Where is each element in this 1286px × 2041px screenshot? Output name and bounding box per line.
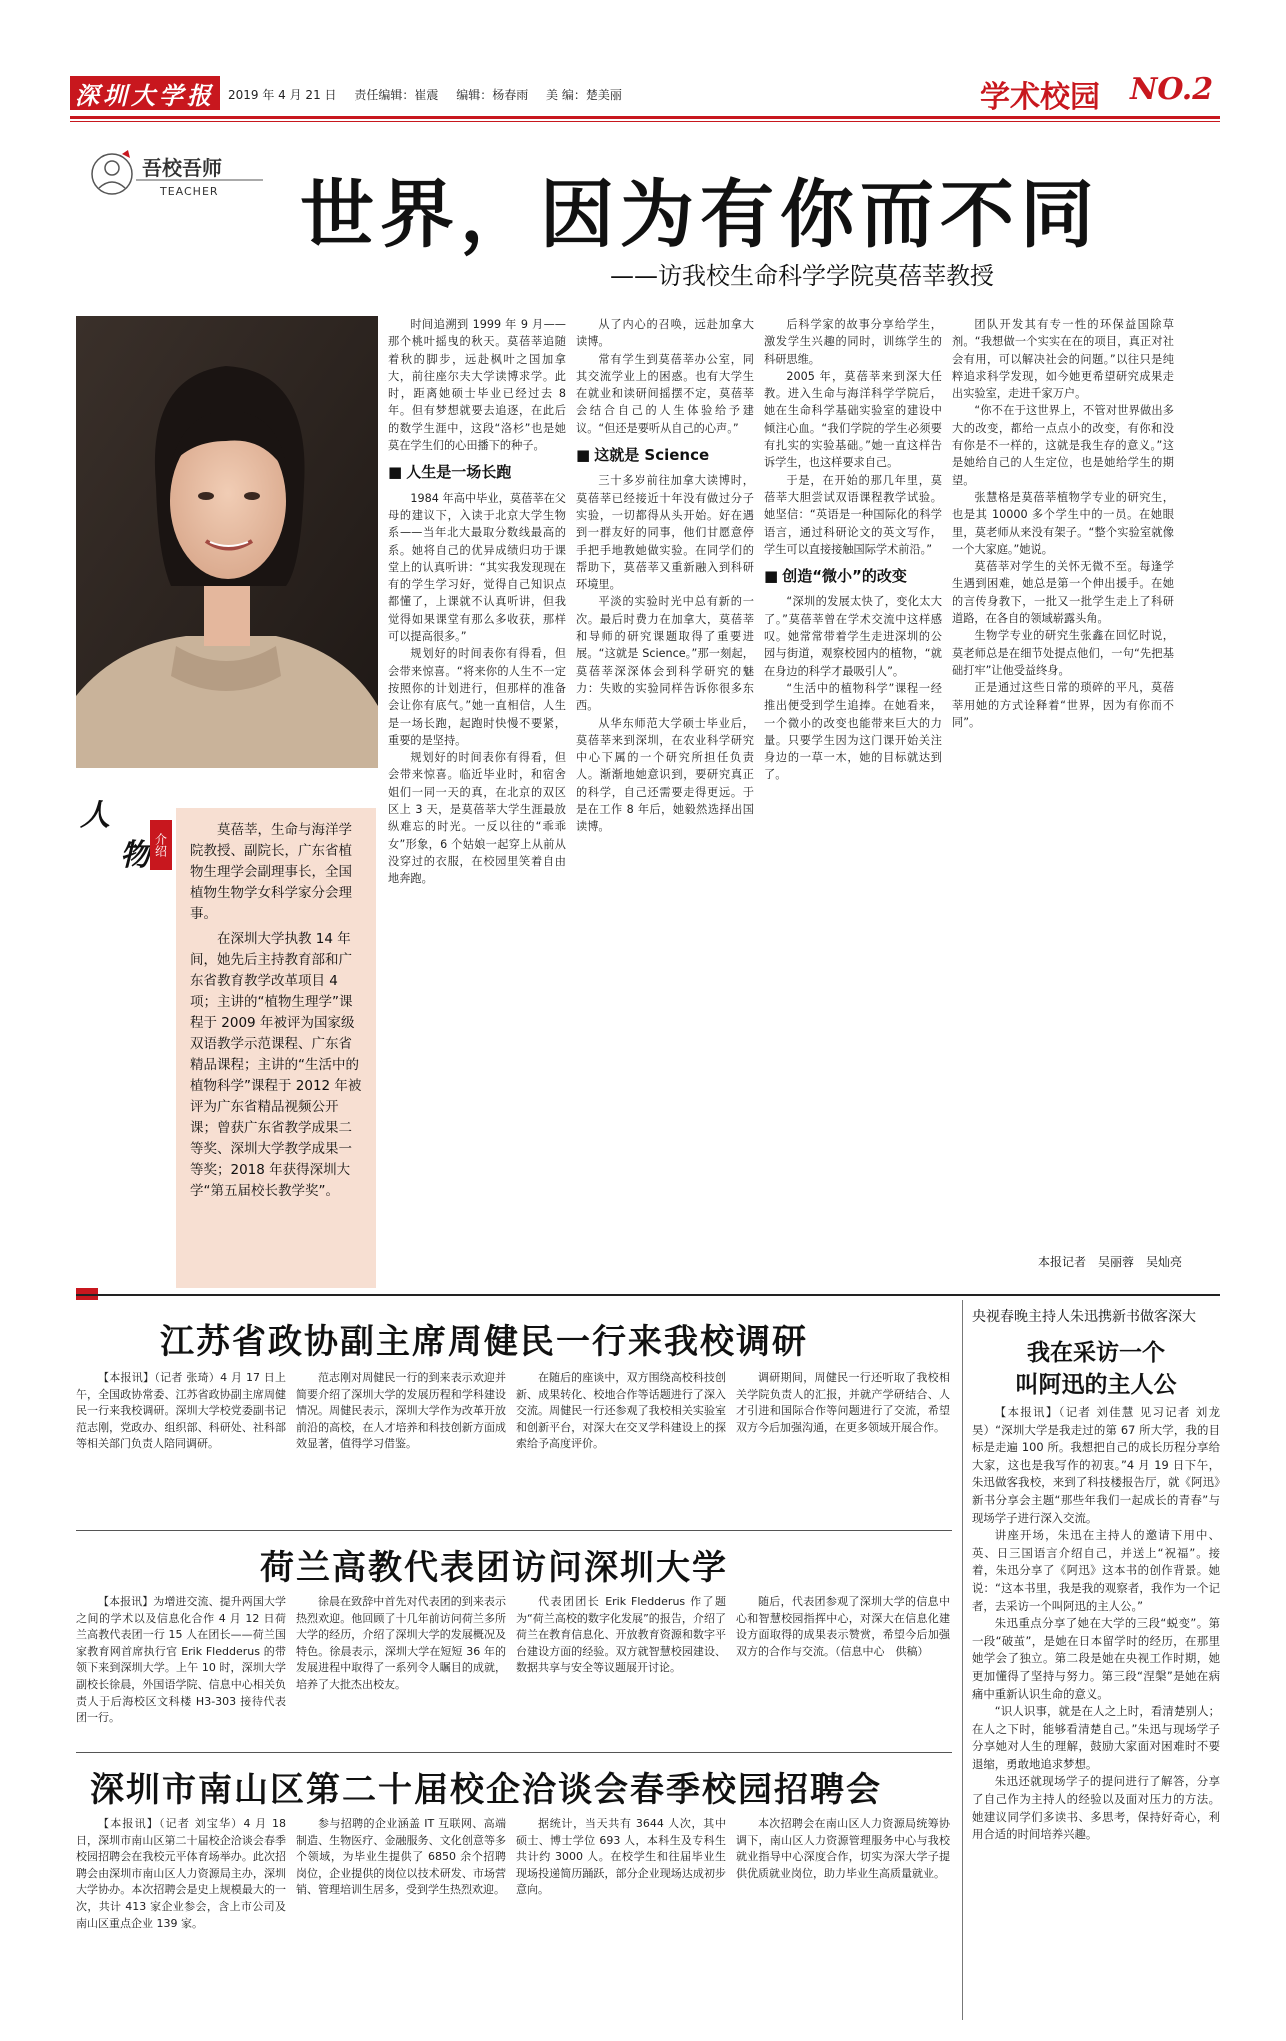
article-paragraph: 规划好的时间表你有得看，但会带来惊喜。临近毕业时，和宿舍姐们一同一天的真，在北京的双区区上 3 天，是莫蓓莘大学生涯最放纵难忘的时光。一反以往的“乖乖女”形象，6 个姑娘一起穿上从前从没穿过的衣服，在校园里笑着自由地奔跑。 — [388, 751, 566, 886]
news2-column — [76, 1594, 286, 1744]
column-title: 吾校吾师 — [142, 156, 222, 180]
bio-box — [176, 808, 376, 1288]
news-paragraph: 【本报讯】（记者 刘宝华）4 月 18 日，深圳市南山区第二十届校企洽谈会春季校园招聘会在我校元平体育场举办。此次招聘会由深圳市南山区人力资源局主办，深圳大学协办。本次招聘会是史上规模最大的一次，共计 413 家企业参会，含上市公司及南山区重点企业 139 家。 — [76, 1817, 286, 1930]
news1-headline: 江苏省政协副主席周健民一行来我校调研 — [160, 1322, 808, 1362]
article-paragraph: 1984 年高中毕业，莫蓓莘在父母的建议下，入读于北京大学生物系——当年北大最取分数线最高的系。她将自己的优异成绩归功于课堂上的认真听讲：“其实我发现现在有的学生学习好，觉得自己知识点都懂了，上课就不认真听讲，但我觉得如果课堂有那么多收获，那样可以提高很多。” — [388, 491, 566, 644]
section-heading: ■ 创造“微小”的改变 — [764, 568, 942, 585]
article-column-2 — [576, 316, 754, 1274]
side-paragraph: “识人识事，就是在人之上时，看清楚别人；在人之下时，能够看清楚自己。”朱迅与现场学子分享她对人生的理解，鼓励大家面对困难时不要退缩，勇敢地追求梦想。 — [972, 1704, 1220, 1771]
column-divider — [962, 1300, 963, 2020]
side-column — [972, 1404, 1220, 2016]
article-column-1 — [388, 316, 566, 1274]
news-paragraph: 据统计，当天共有 3644 人次，其中硕士、博士学位 693 人，本科生及专科生共计约 3000 人。在校学生和往届毕业生现场投递简历踊跃，部分企业现场达成初步意向。 — [516, 1817, 726, 1897]
news-paragraph: 【本报讯】（记者 张琦）4 月 17 日上午，全国政协常委、江苏省政协副主席周健民一行来我校调研。深圳大学校党委副书记范志刚，党政办、组织部、科研处、社科部等相关部门负责人陪同调研。 — [76, 1371, 286, 1451]
article-paragraph: 正是通过这些日常的琐碎的平凡，莫蓓莘用她的方式诠释着“世界，因为有你而不同”。 — [952, 681, 1174, 729]
news1-column — [296, 1370, 506, 1522]
news-paragraph: 范志刚对周健民一行的到来表示欢迎并简要介绍了深圳大学的发展历程和学科建设情况。周健民表示，深圳大学作为改革开放前沿的高校，在人才培养和科技创新方面成效显著，值得学习借鉴。 — [296, 1371, 506, 1451]
news-paragraph: 代表团团长 Erik Fledderus 作了题为“荷兰高校的数字化发展”的报告，介绍了荷兰在教育信息化、开放教育资源和数字平台建设方面的经验。双方就智慧校园建设、数据共享与安全等议题展开讨论。 — [516, 1595, 726, 1675]
column-subtitle: TEACHER — [160, 185, 219, 198]
news-rule — [76, 1752, 952, 1753]
section-name: 学术校园 — [980, 80, 1100, 115]
article-paragraph: 三十多岁前往加拿大读博时，莫蓓莘已经接近十年没有做过分子实验，一切都得从头开始。好在遇到一群友好的同事，他们甘愿意停手把手地教她做实验。在同学们的帮助下，莫蓓莘又重新融入到科研环境里。 — [576, 474, 754, 592]
news-rule — [76, 1530, 952, 1531]
news-paragraph: 【本报讯】为增进交流、提升两国大学之间的学术以及信息化合作 4 月 12 日荷兰高教代表团一行 15 人在团长——荷兰国家教育网首席执行官 Erik Fledderus 的带领下来到深圳大学。上午 10 时，深圳大学副校长徐晨，外国语学院、信息中心相关负责人于后海校区文科楼 H3-303 接待代表团一行。 — [76, 1595, 286, 1725]
news2-headline: 荷兰高教代表团访问深圳大学 — [260, 1548, 728, 1588]
side-paragraph: 【本报讯】（记者 刘佳慧 见习记者 刘龙昊）“深圳大学是我走过的第 67 所大学，我的目标是走遍 100 所。我想把自己的成长历程分享给大家，这也是我写作的初衷。”4 月 19 日下午，朱迅做客我校，来到了科技楼报告厅，就《阿迅》新书分享会主题“那些年我们一起成长的青春”与现场学子进行深入交流。 — [972, 1405, 1220, 1525]
article-paragraph: 莫蓓莘对学生的关怀无微不至。每逢学生遇到困难，她总是第一个伸出援手。在她的言传身教下，一批又一批学生走上了科研道路，在各自的领域崭露头角。 — [952, 560, 1174, 626]
section-heading: ■ 人生是一场长跑 — [388, 464, 566, 481]
newspaper-logo: 深圳大学报 — [70, 76, 220, 110]
news3-column — [736, 1816, 950, 2016]
designer: 美 编：楚美丽 — [546, 88, 622, 102]
news3-headline: 深圳市南山区第二十届校企洽谈会春季校园招聘会 — [90, 1770, 882, 1810]
article-paragraph: 2005 年，莫蓓莘来到深大任教。进入生命与海洋科学学院后，她在生命科学基础实验室的建设中倾注心血。“我们学院的学生必须要有扎实的实验基础。”她一直这样告诉学生，也这样要求自己。 — [764, 369, 942, 470]
issue-date: 2019 年 4 月 21 日 — [228, 88, 337, 102]
news3-column — [76, 1816, 286, 2016]
news1-column — [736, 1370, 950, 1522]
side-paragraph: 朱迅重点分享了她在大学的三段“蜕变”。第一段“破茧”，是她在日本留学时的经历，在那里她学会了独立。第二段是她在央视工作时期，她更加懂得了坚持与努力。第三段“涅槃”是她在病痛中重新认识生命的意义。 — [972, 1616, 1220, 1701]
article-paragraph: 生物学专业的研究生张鑫在回忆时说，莫老师总是在细节处提点他们，一句“先把基础打牢”让他受益终身。 — [952, 629, 1174, 677]
article-paragraph: 平淡的实验时光中总有新的一次。最后时费力在加拿大，莫蓓莘和导师的研究课题取得了重要进展。“这就是 Science。”那一刻起，莫蓓莘深深体会到科学研究的魅力：失败的实验同样告诉你很多东西。 — [576, 595, 754, 713]
news2-column — [516, 1594, 726, 1744]
top-rule-thin — [70, 121, 1220, 122]
portrait-photo — [76, 316, 378, 768]
article-paragraph: “深圳的发展太快了，变化太大了。”莫蓓莘曾在学术交流中这样感叹。她常常带着学生走进深圳的公园与街道，观察校园内的植物，“就在身边的科学才最吸引人”。 — [764, 595, 942, 678]
article-paragraph: 团队开发其有专一性的环保益国除草剂。“我想做一个实实在在的项目，真正对社会有用，可以解决社会的问题。”以往只是纯粹追求科学发现，如今她更希望研究成果走出实验室，走进千家万户。 — [952, 318, 1174, 401]
section-rule — [76, 1294, 1220, 1296]
portrait-illustration — [76, 316, 378, 768]
article-byline: 本报记者 吴丽蓉 吴灿亮 — [1038, 1255, 1183, 1269]
side-paragraph: 朱迅还就现场学子的提问进行了解答，分享了自己作为主持人的经验以及面对压力的方法。她建议同学们多读书、多思考，保持好奇心，利用合适的时间培养兴趣。 — [972, 1774, 1220, 1842]
section-heading: ■ 这就是 Science — [576, 447, 754, 464]
article-paragraph: 规划好的时间表你有得看，但会带来惊喜。“将来你的人生不一定按照你的计划进行，但那样的准备会让你有底气。”她一直相信，人生是一场长跑，起跑时快慢不要紧，重要的是坚持。 — [388, 647, 566, 747]
article-paragraph: 常有学生到莫蓓莘办公室，同其交流学业上的困惑。也有大学生在就业和读研间摇摆不定，莫蓓莘会结合自己的人生体验给予建议。“但还是要听从自己的心声。” — [576, 352, 754, 435]
news-paragraph: 徐晨在致辞中首先对代表团的到来表示热烈欢迎。他回顾了十几年前访问荷兰多所大学的经历，介绍了深圳大学的发展概况及特色。徐晨表示，深圳大学在短短 36 年的发展进程中取得了一系列令人瞩目的成就，培养了大批杰出校友。 — [296, 1595, 506, 1691]
article-paragraph: 从了内心的召唤，远赴加拿大读博。 — [576, 318, 754, 349]
side-kicker: 央视春晚主持人朱迅携新书做客深大 — [972, 1309, 1196, 1325]
news1-column — [76, 1370, 286, 1522]
article-paragraph: 后科学家的故事分享给学生，激发学生兴趣的同时，训练学生的科研思维。 — [764, 318, 942, 366]
article-headline: 世界，因为有你而不同 — [300, 172, 1100, 258]
article-subhead: ——访我校生命科学学院莫蓓莘教授 — [610, 262, 994, 290]
article-paragraph: “你不在于这世界上，不管对世界做出多大的改变，都给一点点小的改变，有你和没有你是不一样的，这就是我生存的意义。”这是她给自己的人生定位，也是她给学生的期望。 — [952, 404, 1174, 487]
masthead-info — [228, 86, 636, 103]
news2-column — [296, 1594, 506, 1744]
news2-column — [736, 1594, 950, 1744]
news-paragraph: 调研期间，周健民一行还听取了我校相关学院负责人的汇报，并就产学研结合、人才引进和国际合作等问题进行了交流，希望双方今后加强沟通，在更多领域开展合作。 — [736, 1371, 950, 1434]
news-paragraph: 参与招聘的企业涵盖 IT 互联网、高端制造、生物医疗、金融服务、文化创意等多个领域，为毕业生提供了 6850 余个招聘岗位，企业提供的岗位以技术研发、市场营销、管理培训生居多，受到学生热烈欢迎。 — [296, 1817, 506, 1897]
side-headline-1: 我在采访一个 — [1027, 1339, 1165, 1366]
article-column-3 — [764, 316, 942, 1274]
bio-paragraph: 在深圳大学执教 14 年间，她先后主持教育部和广东省教育教学改革项目 4 项；主讲的“植物生理学”课程于 2009 年被评为国家级双语教学示范课程、广东省精品课程；主讲的“生活中的植物科学”课程于 2012 年被评为广东省精品视频公开课；曾获广东省教学成果二等奖、深圳大学教学成果一等奖；2018 年获得深圳大学“第五届校长教学奖”。 — [190, 931, 362, 1199]
editor: 编辑：杨春雨 — [456, 88, 529, 102]
news-paragraph: 本次招聘会在南山区人力资源局统筹协调下，南山区人力资源管理服务中心与我校就业指导中心深度合作，切实为深大学子提供优质就业岗位，助力毕业生高质量就业。 — [736, 1817, 950, 1880]
article-paragraph: 于是，在开始的那几年里，莫蓓莘大胆尝试双语课程教学试验。她坚信：“英语是一种国际化的科学语言，通过科研论文的英文写作，学生可以直接接触国际学术前沿。” — [764, 473, 942, 556]
side-paragraph: 讲座开场，朱迅在主持人的邀请下用中、英、日三国语言介绍自己，并送上“祝福”。接着，朱迅分享了《阿迅》这本书的创作背景。她说：“这本书里，我是我的观察者，我作为一个记者，去采访一个叫阿迅的主人公。” — [972, 1528, 1220, 1613]
top-rule — [70, 116, 1220, 119]
bio-paragraph: 莫蓓莘，生命与海洋学院教授、副院长，广东省植物生理学会副理事长，全国植物生物学女科学家分会理事。 — [190, 822, 352, 922]
news1-column — [516, 1370, 726, 1522]
news3-column — [516, 1816, 726, 2016]
article-column-4 — [952, 316, 1174, 1236]
person-tag-2: 物 — [120, 838, 150, 873]
duty-editor: 责任编辑：崔震 — [354, 88, 439, 102]
article-paragraph: 张慧格是莫蓓莘植物学专业的研究生，也是其 10000 多个学生中的一员。在她眼里，莫老师从来没有架子。“整个实验室就像一个大家庭。”她说。 — [952, 490, 1174, 556]
article-paragraph: 从华东师范大学硕士毕业后，莫蓓莘来到深圳，在农业科学研究中心下属的一个研究所担任负责人。渐渐地她意识到，要研究真正的科学，自己还需要走得更远。于是在工作 8 年后，她毅然选择出国读博。 — [576, 716, 754, 834]
person-tag-1: 人 — [80, 798, 110, 833]
article-paragraph: “生活中的植物科学”课程一经推出便受到学生追捧。在她看来，一个微小的改变也能带来巨大的力量。只要学生因为这门课开始关注身边的一草一木，她的目标就达到了。 — [764, 681, 942, 782]
news3-column — [296, 1816, 506, 2016]
news-paragraph: 随后，代表团参观了深圳大学的信息中心和智慧校园指挥中心，对深大在信息化建设方面取得的成果表示赞赏，希望今后加强双方的合作与交流。（信息中心 供稿） — [736, 1595, 950, 1658]
intro-tag: 介绍 — [150, 820, 172, 870]
article-paragraph: 时间追溯到 1999 年 9 月——那个桃叶摇曳的秋天。莫蓓莘追随着秋的脚步，远赴枫叶之国加拿大，前往座尔夫大学读博求学。此时，距离她硕士毕业已经过去 8 年。但有梦想就要去追逐，在此后的数学生涯中，这段“洛杉”也是她莫在学生们的心田播下的种子。 — [388, 318, 566, 453]
news-paragraph: 在随后的座谈中，双方围绕高校科技创新、成果转化、校地合作等话题进行了深入交流。周健民一行还参观了我校相关实验室和创新平台，对深大在交叉学科建设上的探索给予高度评价。 — [516, 1371, 726, 1451]
page-number: NO.2 — [1130, 72, 1214, 107]
side-headline-2: 叫阿迅的主人公 — [1015, 1371, 1177, 1398]
